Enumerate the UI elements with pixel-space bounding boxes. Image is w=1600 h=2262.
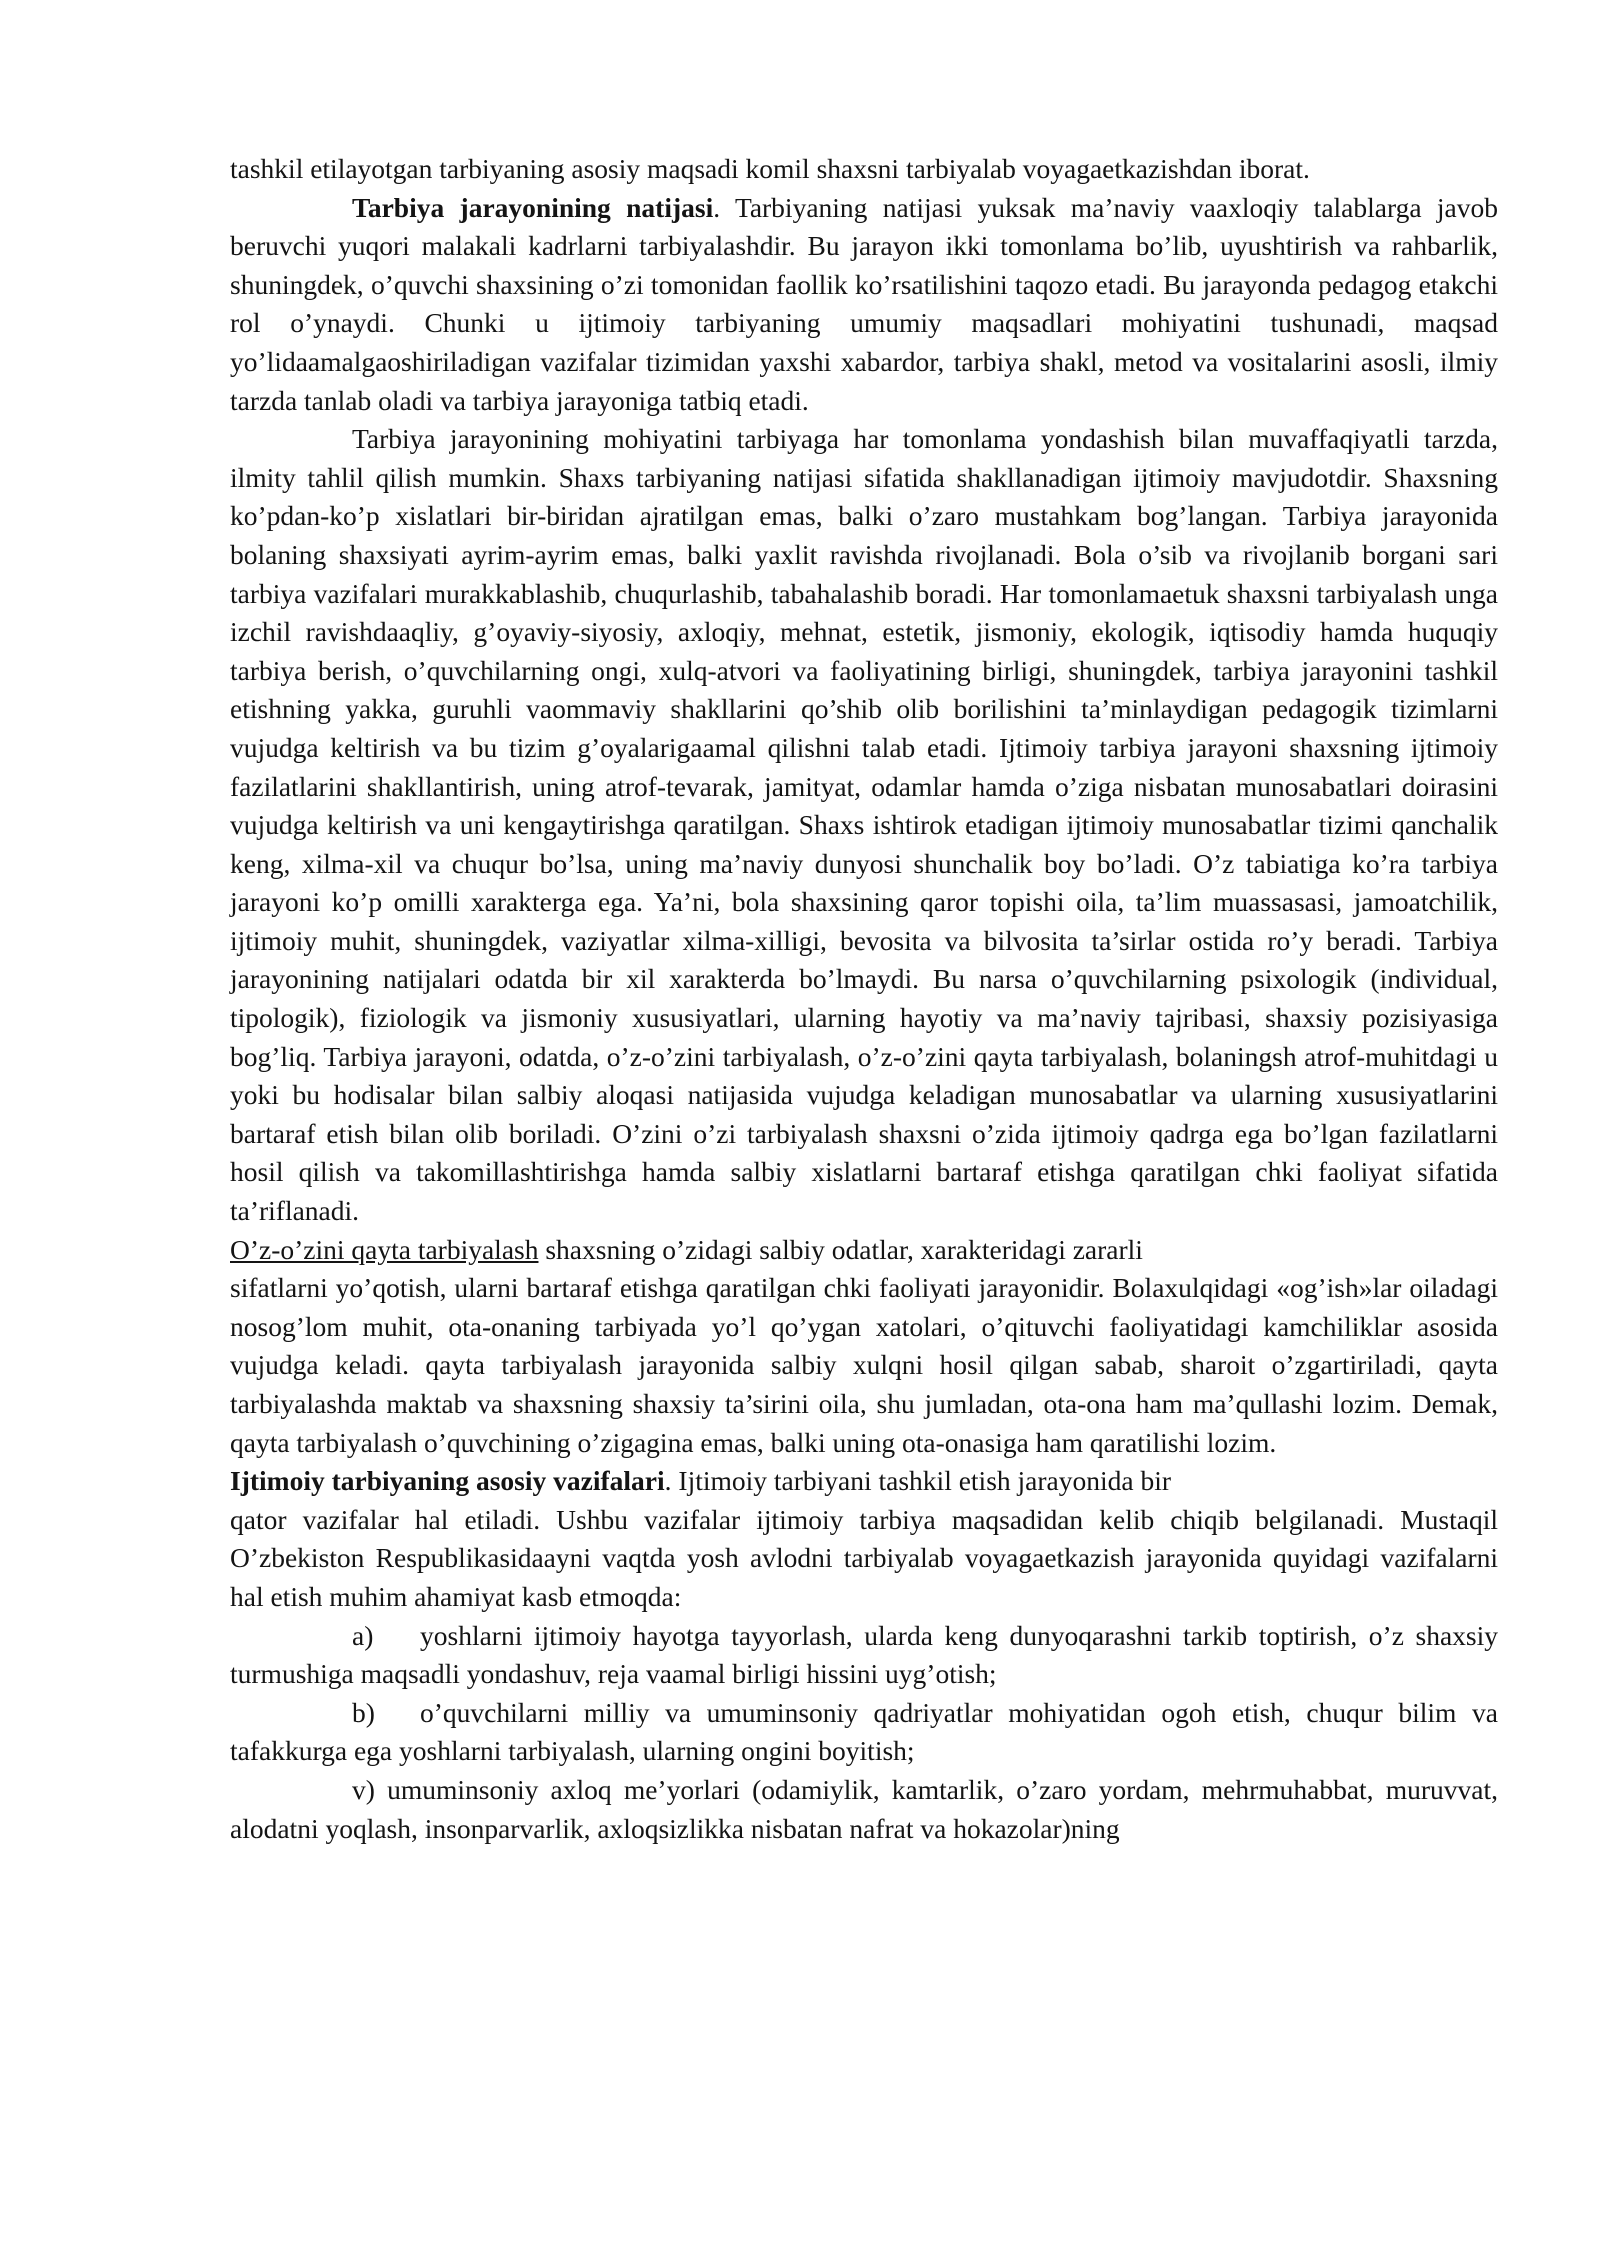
paragraph-tasks: qator vazifalar hal etiladi. Ushbu vazifalar ijtimoiy tarbiya maqsadidan kelib chiqib belgilanadi. Mustaqil O’zbekiston Respublikasidaayni vaqtda yosh avlodni tarbiyalab voyagaetkazish jarayonida quyidagi vazifalarni hal etish muhim ahamiyat kasb etmoqda: [230,1503,1498,1612]
result-text: . Tarbiyaning natijasi yuksak ma’naviy vaaxloqiy talablarga javob beruvchi yuqori malakali kadrlarni tarbiyalashdir. Bu jarayon ikki tomonlama bo’lib, uyushtirish va rahbarlik, shuningdek, o’quvchi shaxsining o’zi tomonidan faollik ko’rsatilishini taqozo etadi. Bu jarayonda pedagog etakchi rol o’ynaydi. Chunki u ijtimoiy tarbiyaning umumiy maqsadlari mohiyatini tushunadi, maqsad yo’lidaamalgaoshiriladigan vazifalar tizimidan yaxshi xabardor, tarbiya shakl, metod va vositalarini asosli, ilmiy tarzda tanlab oladi va tarbiya jarayoniga tatbiq etadi. [230,191,1499,416]
reeducation-first-line-text: shaxsning o’zidagi salbiy odatlar, xarakteridagi zararli [538,1233,1143,1265]
paragraph-reeducation: sifatlarni yo’qotish, ularni bartaraf etishga qaratilgan chki faoliyati jarayonidir. Bolaxulqidagi «og’ish»lar oiladagi nosog’lom muhit, ota-onaning tarbiyada yo’l qo’ygan xatolari, o’qituvchi faoliyatidagi kamchiliklar asosida vujudga keladi. qayta tarbiyalash jarayonida salbiy xulqni hosil qilgan sabab, sharoit o’zgartiriladi, qayta tarbiyalashda maktab va shaxsning shaxsiy ta’sirini oila, shu jumladan, ota-ona ham ma’qullashi lozim. Demak, qayta tarbiyalash o’quvchining o’zigagina emas, balki uning ota-onasiga ham qaratilishi lozim. [230,1272,1498,1458]
document-page [230,150,1498,1848]
list-marker: v) [352,1773,375,1805]
paragraph-tasks-first-line [230,1462,1498,1501]
list-marker: a) [352,1619,374,1651]
list-item [230,1617,1498,1694]
reeducation-term: O’z-o’zini qayta tarbiyalash [230,1233,539,1265]
tasks-heading: Ijtimoiy tarbiyaning asosiy vazifalari [230,1465,665,1497]
result-heading: Tarbiya jarayonining natijasi [352,191,714,223]
tasks-first-line-text: . Ijtimoiy tarbiyani tashkil etish jarayonida bir [664,1465,1172,1497]
list-item [230,1694,1498,1771]
list-item-text: yoshlarni ijtimoiy hayotga tayyorlash, ularda keng dunyoqarashni tarkib toptirish, o’z shaxsiy turmushiga maqsadli yondashuv, reja vaamal birligi hissini uyg’otish; [230,1619,1498,1690]
paragraph-result [230,189,1498,421]
list-item-text: o’quvchilarni milliy va umuminsoniy qadriyatlar mohiyatidan ogoh etish, chuqur bilim va tafakkurga ega yoshlarni tarbiyalash, ularning ongini boyitish; [230,1696,1498,1767]
list-item [230,1771,1498,1848]
paragraph-intro: tashkil etilayotgan tarbiyaning asosiy maqsadi komil shaxsni tarbiyalab voyagaetkazishdan iborat. [230,153,1310,184]
list-marker: b) [352,1696,375,1728]
paragraph-reeducation-first-line [230,1231,1498,1270]
paragraph-essence: Tarbiya jarayonining mohiyatini tarbiyaga har tomonlama yondashish bilan muvaffaqiyatli tarzda, ilmity tahlil qilish mumkin. Shaxs tarbiyaning natijasi sifatida shakllanadigan ijtimoiy mavjudotdir. Shaxsning ko’pdan-ko’p xislatlari bir-biridan ajratilgan emas, balki o’zaro mustahkam bog’langan. Tarbiya jarayonida bolaning shaxsiyati ayrim-ayrim emas, balki yaxlit ravishda rivojlanadi. Bola o’sib va rivojlanib borgani sari tarbiya vazifalari murakkablashib, chuqurlashib, tabahalashib boradi. Har tomonlamaetuk shaxsni tarbiyalash unga izchil ravishdaaqliy, g’oyaviy-siyosiy, axloqiy, mehnat, estetik, jismoniy, ekologik, iqtisodiy hamda huquqiy tarbiya berish, o’quvchilarning ongi, xulq-atvori va faoliyatining birligi, shuningdek, tarbiya jarayonini tashkil etishning yakka, guruhli vaommaviy shakllarini qo’shib olib borilishini ta’minlaydigan pedagogik tizimlarni vujudga keltirish va bu tizim g’oyalarigaamal qilishni talab etadi. Ijtimoiy tarbiya jarayoni shaxsning ijtimoiy fazilatlarini shakllantirish, uning atrof-tevarak, jamityat, odamlar hamda o’ziga nisbatan munosabatlari doirasini vujudga keltirish va uni kengaytirishga qaratilgan. Shaxs ishtirok etadigan ijtimoiy munosabatlar tizimi qanchalik keng, xilma-xil va chuqur bo’lsa, uning ma’naviy dunyosi shunchalik boy bo’ladi. O’z tabiatiga ko’ra tarbiya jarayoni ko’p omilli xarakterga ega. Ya’ni, bola shaxsining qaror topishi oila, ta’lim muassasasi, jamoatchilik, ijtimoiy muhit, shuningdek, vaziyatlar xilma-xilligi, bevosita va bilvosita ta’sirlar ostida ro’y beradi. Tarbiya jarayonining natijalari odatda bir xil xarakterda bo’lmaydi. Bu narsa o’quvchilarning psixologik (individual, tipologik), fiziologik va jismoniy xususiyatlari, ularning hayotiy va ma’naviy tajribasi, shaxsiy pozisiyasiga bog’liq. Tarbiya jarayoni, odatda, o’z-o’zini tarbiyalash, o’z-o’zini qayta tarbiyalash, bolaningsh atrof-muhitdagi u yoki bu hodisalar bilan salbiy aloqasi natijasida vujudga keladigan munosabatlar va ularning xususiyatlarini bartaraf etish bilan olib boriladi. O’zini o’zi tarbiyalash shaxsni o’zida ijtimoiy qadrga ega bo’lgan fazilatlarni hosil qilish va takomillashtirishga hamda salbiy xislatlarni bartaraf etishga qaratilgan chki faoliyat sifatida ta’riflanadi. [230,423,1498,1227]
list-item-text: umuminsoniy axloq me’yorlari (odamiylik, kamtarlik, o’zaro yordam, mehrmuhabbat, muruvvat, alodatni yoqlash, insonparvarlik, axloqsizlikka nisbatan nafrat va hokazolar)ning [230,1773,1498,1844]
